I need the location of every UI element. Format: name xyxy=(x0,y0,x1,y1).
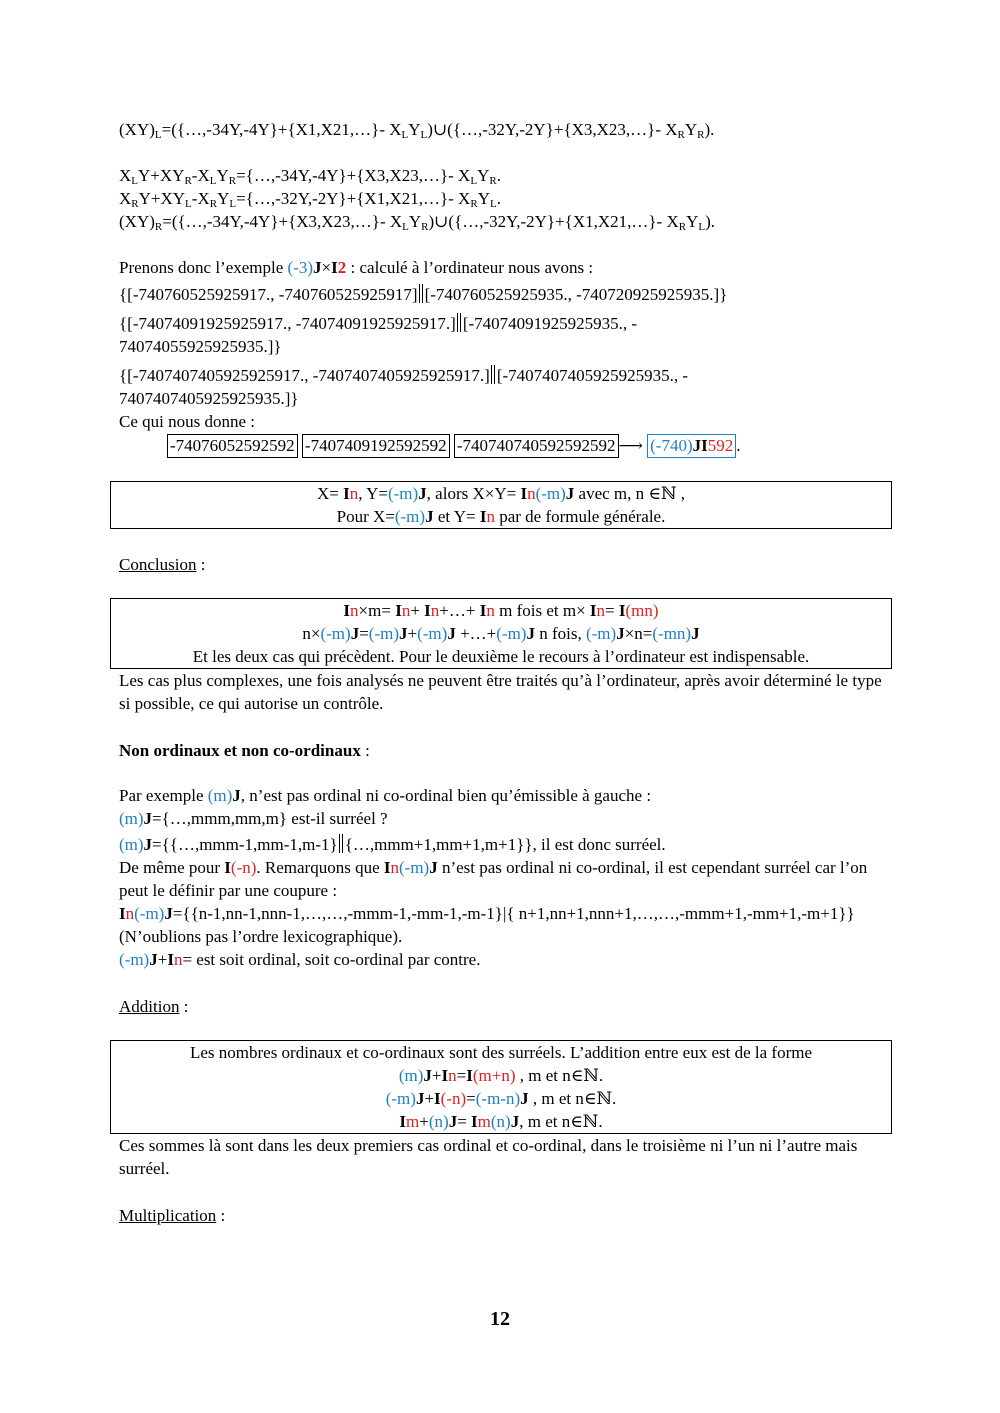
formula-line: Pour X=(-m)J et Y= In par de formule générale. xyxy=(336,507,666,526)
formula-line: (m)J+In=I(m+n) , m et n∈ℕ. xyxy=(398,1066,604,1085)
example-line-6: (-m)J+In= est soit ordinal, soit co-ordinal par contre. xyxy=(119,950,481,969)
addition-heading: Addition : xyxy=(119,997,189,1016)
arrow-icon: ⟶ xyxy=(618,436,643,455)
ce-qui-nous-donne: Ce qui nous donne : xyxy=(119,412,255,431)
formula-box-product xyxy=(110,481,892,529)
paragraph-cas-complexes: Les cas plus complexes, une fois analysés ne peuvent être traités qu’à l’ordinateur, après avoir déterminé le type si possible, ce qui autorise un contrôle. xyxy=(119,671,882,713)
formula-line: Et les deux cas qui précèdent. Pour le deuxième le recours à l’ordinateur est indispensable. xyxy=(192,647,810,666)
cut-set-1: {[-740760525925917., -740760525925917] [-740760525925935., -740720925925935.]} xyxy=(119,285,728,304)
formula-line: n×(-m)J=(-m)J+(-m)J +…+(-m)J n fois, (-m)J×n=(-mn)J xyxy=(302,624,700,643)
formula-line: (-m)J+I(-n)=(-m-n)J , m et n∈ℕ. xyxy=(385,1089,617,1108)
chain-term-1: -74076052592592 xyxy=(167,434,298,458)
equation-xry: $X_RY+XY_L-X_RY_L=\{\dots,-32Y,-2Y\}+\{X1,X21,\dots\}-$ $X_RY_L$. xyxy=(119,189,501,210)
cut-set-2-cont: 74074055925925935.]} xyxy=(119,337,282,356)
multiplication-heading: Multiplication : xyxy=(119,1206,226,1225)
document-page xyxy=(119,118,892,1227)
equation-xy-right: $(XY)_R=(\{\dots,-34Y,-4Y\}+\{X3,X23,\dots\}-$ $X_LY_R)\cup(\{\dots,-32Y,-2Y\}+\{X1,X21,\dots\}-$ $X_RY_L$). xyxy=(119,212,715,233)
equation-xly: $X_LY+XY_R-X_LY_R=\{\dots,-34Y,-4Y\}+\{X3,X23,\dots\}-$ $X_LY_R$. xyxy=(119,166,501,187)
cut-set-2: {[-74074091925925917., -74074091925925917.] [-74074091925925935., - xyxy=(119,314,638,333)
cut-set-3-cont: 7407407405925925935.]} xyxy=(119,389,299,408)
formula-box-conclusion xyxy=(110,598,892,669)
chain-term-2: -7407409192592592 xyxy=(302,434,450,458)
example-line-1: Par exemple (m)J, n’est pas ordinal ni co-ordinal bien qu’émissible à gauche : xyxy=(119,786,652,805)
equation-xy-left: $(XY)_L=(\{\dots,-34Y,-4Y\}+\{X1,X21,\dots\}-$ $X_LY_L)\cup(\{\dots,-32Y,-2Y\}+\{X3,X23,\dots\}-$ $X_RY_R$). xyxy=(119,120,715,141)
formula-line: Im+(n)J= Im(n)J, m et n∈ℕ. xyxy=(399,1112,603,1131)
example-line-4: De même pour I(-n). Remarquons que In(-m)J n’est pas ordinal ni co-ordinal, il est cependant surréel car l’on peut le définir par une coupure : xyxy=(119,858,868,900)
sequence-chain: -74076052592592 -7407409192592592 -740740740592592592 ⟶ (-740)JI592 . xyxy=(167,433,892,458)
cut-bar xyxy=(419,284,423,303)
paragraph-sommes: Ces sommes là sont dans les deux premiers cas ordinal et co-ordinal, dans le troisième ni l’un ni l’autre mais surréel. xyxy=(119,1136,858,1178)
formula-line: Les nombres ordinaux et co-ordinaux sont des surréels. L’addition entre eux est de la forme xyxy=(189,1043,813,1062)
example-line-2: (m)J={…,mmm,mm,m} est-il surréel ? xyxy=(119,809,388,828)
example-line-5: In(-m)J={{n-1,nn-1,nnn-1,…,…,-mmm-1,-mm-1,-m-1}|{ n+1,nn+1,nnn+1,…,…,-mmm+1,-mm+1,-m+1}} (N’oublions pas l’ordre lexicographique). xyxy=(119,904,855,946)
cut-bar xyxy=(457,313,461,332)
page-number: 12 xyxy=(490,1308,510,1330)
formula-box-addition xyxy=(110,1040,892,1134)
conclusion-heading: Conclusion : xyxy=(119,555,206,574)
chain-limit: (-740)JI592 xyxy=(647,434,736,458)
cut-set-3: {[-7407407405925925917., -7407407405925925917.] [-7407407405925925935., - xyxy=(119,366,689,385)
non-ordinaux-heading: Non ordinaux et non co-ordinaux : xyxy=(119,741,370,760)
example-line-3: (m)J={{…,mmm-1,mm-1,m-1} {…,mmm+1,mm+1,m+1}}, il est donc surréel. xyxy=(119,835,666,854)
prenons-paragraph: Prenons donc l’exemple (-3)J×I2 : calculé à l’ordinateur nous avons : xyxy=(119,258,594,277)
chain-term-3: -740740740592592592 xyxy=(454,434,619,458)
cut-bar xyxy=(339,834,343,853)
formula-line: X= In, Y=(-m)J, alors X×Y= In(-m)J avec m, n ∈ℕ , xyxy=(316,484,686,503)
formula-line: In×m= In+ In+…+ In m fois et m× In= I(mn) xyxy=(343,601,659,620)
cut-bar xyxy=(491,365,495,384)
